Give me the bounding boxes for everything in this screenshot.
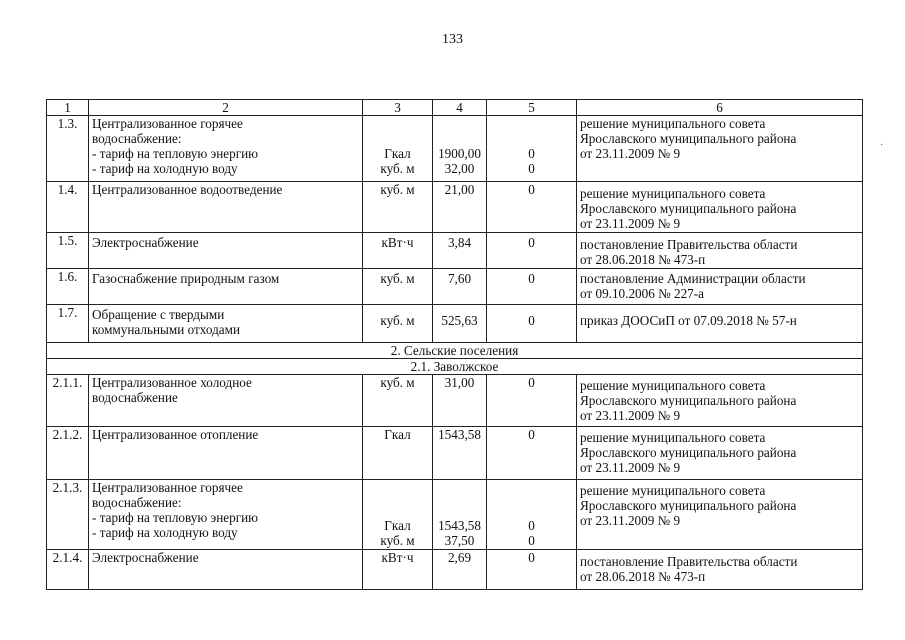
service-line: - тариф на тепловую энергию xyxy=(92,510,259,525)
service-line: Электроснабжение xyxy=(92,550,199,565)
value-cell xyxy=(433,305,487,343)
zero-value: 0 xyxy=(528,427,535,442)
service-line: Централизованное горячее xyxy=(92,116,243,131)
note-line: Ярославского муниципального района xyxy=(580,131,797,146)
zero-cell xyxy=(487,182,577,233)
subsection-row xyxy=(47,359,863,375)
tariff-table xyxy=(46,99,863,590)
service-line: - тариф на тепловую энергию xyxy=(92,146,259,161)
note-line: от 23.11.2009 № 9 xyxy=(580,460,681,475)
zero-value: 0 xyxy=(528,550,535,565)
zero-value: 0 xyxy=(528,271,535,286)
note-line: от 09.10.2006 № 227-а xyxy=(580,286,705,301)
unit: куб. м xyxy=(380,533,415,548)
service-line: Централизованное водоотведение xyxy=(92,182,283,197)
zero-value: 0 xyxy=(528,161,535,176)
note-line: приказ ДООСиП от 07.09.2018 № 57-н xyxy=(580,313,797,328)
value: 1900,00 xyxy=(438,146,481,161)
unit: кВт·ч xyxy=(381,550,414,565)
note-line: решение муниципального совета xyxy=(580,430,766,445)
zero-cell xyxy=(487,305,577,343)
row-number: 1.5. xyxy=(47,233,89,269)
value-cell xyxy=(433,116,487,182)
legal-basis xyxy=(577,233,863,269)
service-line: - тариф на холодную воду xyxy=(92,525,238,540)
zero-value: 0 xyxy=(528,313,535,328)
value: 525,63 xyxy=(441,313,478,328)
note-line: от 23.11.2009 № 9 xyxy=(580,146,681,161)
subsection-title: 2.1. Заволжское xyxy=(47,359,863,375)
service-line: Централизованное горячее xyxy=(92,480,243,495)
zero-value: 0 xyxy=(528,182,535,197)
header-col-5: 5 xyxy=(487,100,577,116)
note-line: Ярославского муниципального района xyxy=(580,393,797,408)
note-line: от 28.06.2018 № 473-п xyxy=(580,569,706,584)
unit: куб. м xyxy=(380,313,415,328)
header-col-3: 3 xyxy=(363,100,433,116)
unit-cell xyxy=(363,182,433,233)
note-line: постановление Правительства области xyxy=(580,237,798,252)
zero-value: 0 xyxy=(528,533,535,548)
unit-cell xyxy=(363,305,433,343)
legal-basis xyxy=(577,550,863,590)
row-number: 2.1.1. xyxy=(47,375,89,427)
service-name xyxy=(89,305,363,343)
legal-basis xyxy=(577,427,863,480)
unit-cell xyxy=(363,269,433,305)
table-row xyxy=(47,269,863,305)
row-number: 2.1.3. xyxy=(47,480,89,550)
unit: куб. м xyxy=(380,182,415,197)
value: 1543,58 xyxy=(438,427,481,442)
value-cell xyxy=(433,182,487,233)
service-name xyxy=(89,182,363,233)
unit: куб. м xyxy=(380,375,415,390)
unit-cell xyxy=(363,427,433,480)
note-line: от 28.06.2018 № 473-п xyxy=(580,252,706,267)
header-col-1: 1 xyxy=(47,100,89,116)
unit: куб. м xyxy=(380,161,415,176)
note-line: Ярославского муниципального района xyxy=(580,498,797,513)
table-row xyxy=(47,305,863,343)
header-col-6: 6 xyxy=(577,100,863,116)
service-line: водоснабжение xyxy=(92,390,178,405)
note-line: от 23.11.2009 № 9 xyxy=(580,408,681,423)
scan-speck: · xyxy=(880,140,884,151)
service-name xyxy=(89,116,363,182)
note-line: от 23.11.2009 № 9 xyxy=(580,513,681,528)
note-line: постановление Администрации области xyxy=(580,271,806,286)
zero-value: 0 xyxy=(528,146,535,161)
note-line: Ярославского муниципального района xyxy=(580,445,797,460)
unit-cell xyxy=(363,375,433,427)
zero-cell xyxy=(487,550,577,590)
value: 1543,58 xyxy=(438,518,481,533)
row-number: 1.6. xyxy=(47,269,89,305)
unit-cell xyxy=(363,550,433,590)
row-number: 1.3. xyxy=(47,116,89,182)
zero-value: 0 xyxy=(528,518,535,533)
zero-cell xyxy=(487,233,577,269)
value-cell xyxy=(433,480,487,550)
service-line: Централизованное холодное xyxy=(92,375,252,390)
unit-cell xyxy=(363,116,433,182)
unit: Гкал xyxy=(384,518,411,533)
note-line: решение муниципального совета xyxy=(580,483,766,498)
section-title: 2. Сельские поселения xyxy=(47,343,863,359)
note-line: Ярославского муниципального района xyxy=(580,201,797,216)
unit: Гкал xyxy=(384,146,411,161)
unit: кВт·ч xyxy=(381,235,414,250)
note-line: решение муниципального совета xyxy=(580,378,766,393)
table-row xyxy=(47,375,863,427)
table-row xyxy=(47,182,863,233)
service-name xyxy=(89,269,363,305)
legal-basis xyxy=(577,116,863,182)
legal-basis xyxy=(577,305,863,343)
zero-cell xyxy=(487,480,577,550)
service-line: водоснабжение: xyxy=(92,131,182,146)
service-line: Обращение с твердыми xyxy=(92,307,225,322)
table-header-row xyxy=(47,100,863,116)
zero-cell xyxy=(487,427,577,480)
service-line: Централизованное отопление xyxy=(92,427,259,442)
value-cell xyxy=(433,233,487,269)
value-cell xyxy=(433,375,487,427)
service-name xyxy=(89,375,363,427)
table-row xyxy=(47,427,863,480)
table-row xyxy=(47,550,863,590)
service-name xyxy=(89,233,363,269)
legal-basis xyxy=(577,182,863,233)
note-line: решение муниципального совета xyxy=(580,186,766,201)
service-name xyxy=(89,550,363,590)
unit-cell xyxy=(363,480,433,550)
value: 7,60 xyxy=(447,271,472,286)
value-cell xyxy=(433,269,487,305)
legal-basis xyxy=(577,480,863,550)
zero-cell xyxy=(487,375,577,427)
page-number: 133 xyxy=(442,32,463,47)
row-number: 1.7. xyxy=(47,305,89,343)
unit: куб. м xyxy=(380,271,415,286)
value: 2,69 xyxy=(447,550,472,565)
zero-cell xyxy=(487,116,577,182)
value: 21,00 xyxy=(444,182,475,197)
service-line: - тариф на холодную воду xyxy=(92,161,238,176)
header-col-2: 2 xyxy=(89,100,363,116)
unit: Гкал xyxy=(384,427,411,442)
row-number: 1.4. xyxy=(47,182,89,233)
service-line: Электроснабжение xyxy=(92,235,199,250)
zero-value: 0 xyxy=(528,375,535,390)
legal-basis xyxy=(577,375,863,427)
note-line: постановление Правительства области xyxy=(580,554,798,569)
service-line: водоснабжение: xyxy=(92,495,182,510)
row-number: 2.1.2. xyxy=(47,427,89,480)
service-name xyxy=(89,480,363,550)
value-cell xyxy=(433,550,487,590)
note-line: от 23.11.2009 № 9 xyxy=(580,216,681,231)
value: 3,84 xyxy=(447,235,472,250)
note-line: решение муниципального совета xyxy=(580,116,766,131)
table-row xyxy=(47,116,863,182)
value: 37,50 xyxy=(444,533,475,548)
service-name xyxy=(89,427,363,480)
legal-basis xyxy=(577,269,863,305)
service-line: коммунальными отходами xyxy=(92,322,241,337)
zero-value: 0 xyxy=(528,235,535,250)
value-cell xyxy=(433,427,487,480)
value: 32,00 xyxy=(444,161,475,176)
zero-cell xyxy=(487,269,577,305)
section-row xyxy=(47,343,863,359)
row-number: 2.1.4. xyxy=(47,550,89,590)
table-row xyxy=(47,480,863,550)
value: 31,00 xyxy=(444,375,475,390)
service-line: Газоснабжение природным газом xyxy=(92,271,280,286)
header-col-4: 4 xyxy=(433,100,487,116)
unit-cell xyxy=(363,233,433,269)
table-row xyxy=(47,233,863,269)
